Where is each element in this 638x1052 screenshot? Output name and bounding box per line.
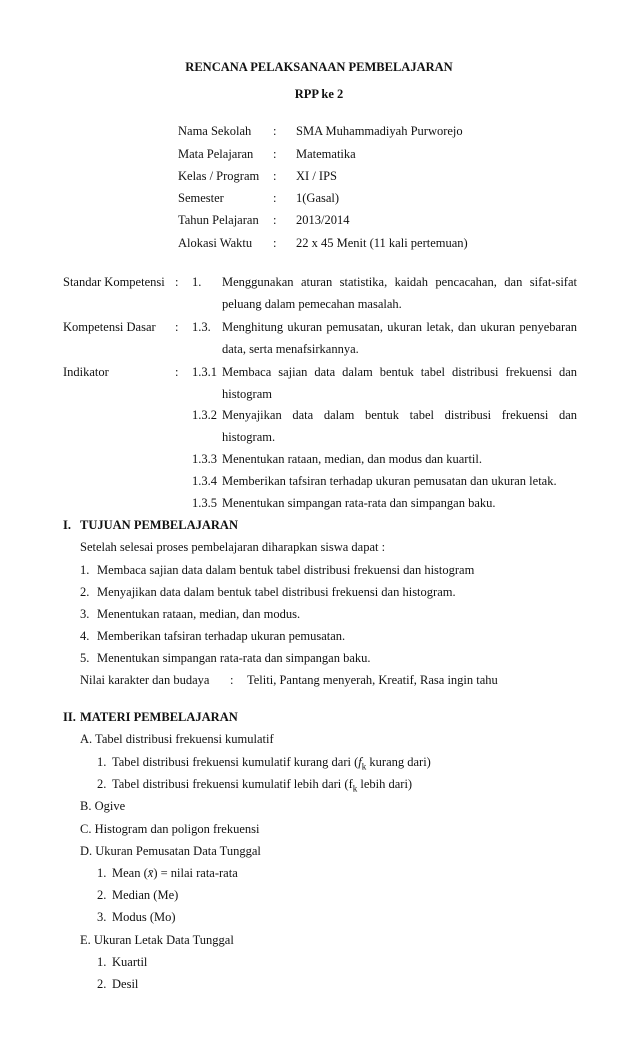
nilai-colon: :	[230, 673, 234, 687]
indikator-label: Indikator	[63, 365, 109, 379]
indikator-text: Memberikan tafsiran terhadap ukuran pemusatan dan ukuran letak.	[222, 474, 557, 488]
indikator-number: 1.3.2	[192, 408, 217, 422]
kompetensi-text-line1: Menghitung ukuran pemusatan, ukuran letak, dan ukuran penyebaran	[222, 320, 577, 334]
list-number: 2.	[97, 977, 107, 991]
materi-item-e1: Kuartil	[112, 955, 148, 969]
identity-value: Matematika	[296, 147, 356, 161]
identity-colon: :	[273, 213, 277, 227]
identity-value: 22 x 45 Menit (11 kali pertemuan)	[296, 236, 468, 250]
identity-colon: :	[273, 169, 277, 183]
section-heading-tujuan: TUJUAN PEMBELAJARAN	[80, 518, 238, 532]
nilai-label: Nilai karakter dan budaya	[80, 673, 210, 687]
identity-colon: :	[273, 124, 277, 138]
identity-label: Semester	[178, 191, 224, 205]
kompetensi-colon: :	[175, 320, 179, 334]
kompetensi-label: Kompetensi Dasar	[63, 320, 156, 334]
standar-number: 1.	[192, 275, 202, 289]
identity-label: Alokasi Waktu	[178, 236, 253, 250]
page-subtitle: RPP ke 2	[294, 87, 344, 101]
identity-colon: :	[273, 236, 277, 250]
materi-item-b: B. Ogive	[80, 799, 126, 813]
indikator-text: Menyajikan data dalam bentuk tabel distribusi frekuensi dan	[222, 408, 577, 422]
kompetensi-number: 1.3.	[192, 320, 211, 334]
kompetensi-text-line2: data, serta menafsirkannya.	[222, 342, 359, 356]
standar-colon: :	[175, 275, 179, 289]
list-number: 2.	[80, 585, 90, 599]
list-item: Memberikan tafsiran terhadap ukuran pemusatan.	[97, 629, 346, 643]
list-number: 5.	[80, 651, 90, 665]
list-number: 1.	[97, 955, 107, 969]
materi-item-a2: Tabel distribusi frekuensi kumulatif lebih dari ($f_k$ lebih dari)	[112, 777, 413, 794]
identity-value: 1(Gasal)	[296, 191, 340, 205]
list-item: Menentukan rataan, median, dan modus.	[97, 607, 301, 621]
list-number: 1.	[80, 563, 90, 577]
materi-item-a1: Tabel distribusi frekuensi kumulatif kurang dari ($f_k$ kurang dari)	[112, 755, 431, 772]
list-number: 1.	[97, 755, 107, 769]
list-number: 2.	[97, 888, 107, 902]
indikator-number: 1.3.3	[192, 452, 217, 466]
section-number: II.	[63, 710, 76, 724]
indikator-text-cont: histogram	[222, 387, 272, 401]
materi-item-d3: Modus (Mo)	[112, 910, 176, 924]
indikator-text-cont: histogram.	[222, 430, 276, 444]
identity-value: SMA Muhammadiyah Purworejo	[296, 124, 463, 138]
standar-label: Standar Kompetensi	[63, 275, 165, 289]
indikator-text: Menentukan simpangan rata-rata dan simpangan baku.	[222, 496, 496, 510]
indikator-number: 1.3.5	[192, 496, 217, 510]
indikator-text: Menentukan rataan, median, dan modus dan kuartil.	[222, 452, 482, 466]
standar-text-line2: peluang dalam pemecahan masalah.	[222, 297, 402, 311]
materi-item-d2: Median (Me)	[112, 888, 179, 902]
page-title: RENCANA PELAKSANAAN PEMBELAJARAN	[185, 60, 453, 74]
identity-colon: :	[273, 147, 277, 161]
materi-item-d1: Mean (x̄) = nilai rata-rata	[112, 866, 238, 880]
list-number: 1.	[97, 866, 107, 880]
section-heading-materi: MATERI PEMBELAJARAN	[80, 710, 238, 724]
identity-colon: :	[273, 191, 277, 205]
list-number: 3.	[80, 607, 90, 621]
nilai-value: Teliti, Pantang menyerah, Kreatif, Rasa ingin tahu	[247, 673, 498, 687]
materi-item-c: C. Histogram dan poligon frekuensi	[80, 822, 260, 836]
identity-label: Nama Sekolah	[178, 124, 252, 138]
materi-item-a: A. Tabel distribusi frekuensi kumulatif	[80, 732, 274, 746]
identity-value: 2013/2014	[296, 213, 350, 227]
materi-item-e2: Desil	[112, 977, 139, 991]
identity-label: Kelas / Program	[178, 169, 260, 183]
indikator-number: 1.3.1	[192, 365, 217, 379]
materi-item-e: E. Ukuran Letak Data Tunggal	[80, 933, 234, 947]
list-number: 4.	[80, 629, 90, 643]
list-item: Menentukan simpangan rata-rata dan simpangan baku.	[97, 651, 371, 665]
identity-label: Tahun Pelajaran	[178, 213, 259, 227]
indikator-number: 1.3.4	[192, 474, 217, 488]
list-item: Membaca sajian data dalam bentuk tabel distribusi frekuensi dan histogram	[97, 563, 475, 577]
materi-item-d: D. Ukuran Pemusatan Data Tunggal	[80, 844, 261, 858]
tujuan-intro: Setelah selesai proses pembelajaran diharapkan siswa dapat :	[80, 540, 386, 554]
list-number: 3.	[97, 910, 107, 924]
indikator-colon: :	[175, 365, 179, 379]
identity-value: XI / IPS	[296, 169, 337, 183]
identity-label: Mata Pelajaran	[178, 147, 254, 161]
standar-text-line1: Menggunakan aturan statistika, kaidah pencacahan, dan sifat-sifat	[222, 275, 577, 289]
list-number: 2.	[97, 777, 107, 791]
indikator-text: Membaca sajian data dalam bentuk tabel distribusi frekuensi dan	[222, 365, 577, 379]
section-number: I.	[63, 518, 71, 532]
list-item: Menyajikan data dalam bentuk tabel distribusi frekuensi dan histogram.	[97, 585, 456, 599]
